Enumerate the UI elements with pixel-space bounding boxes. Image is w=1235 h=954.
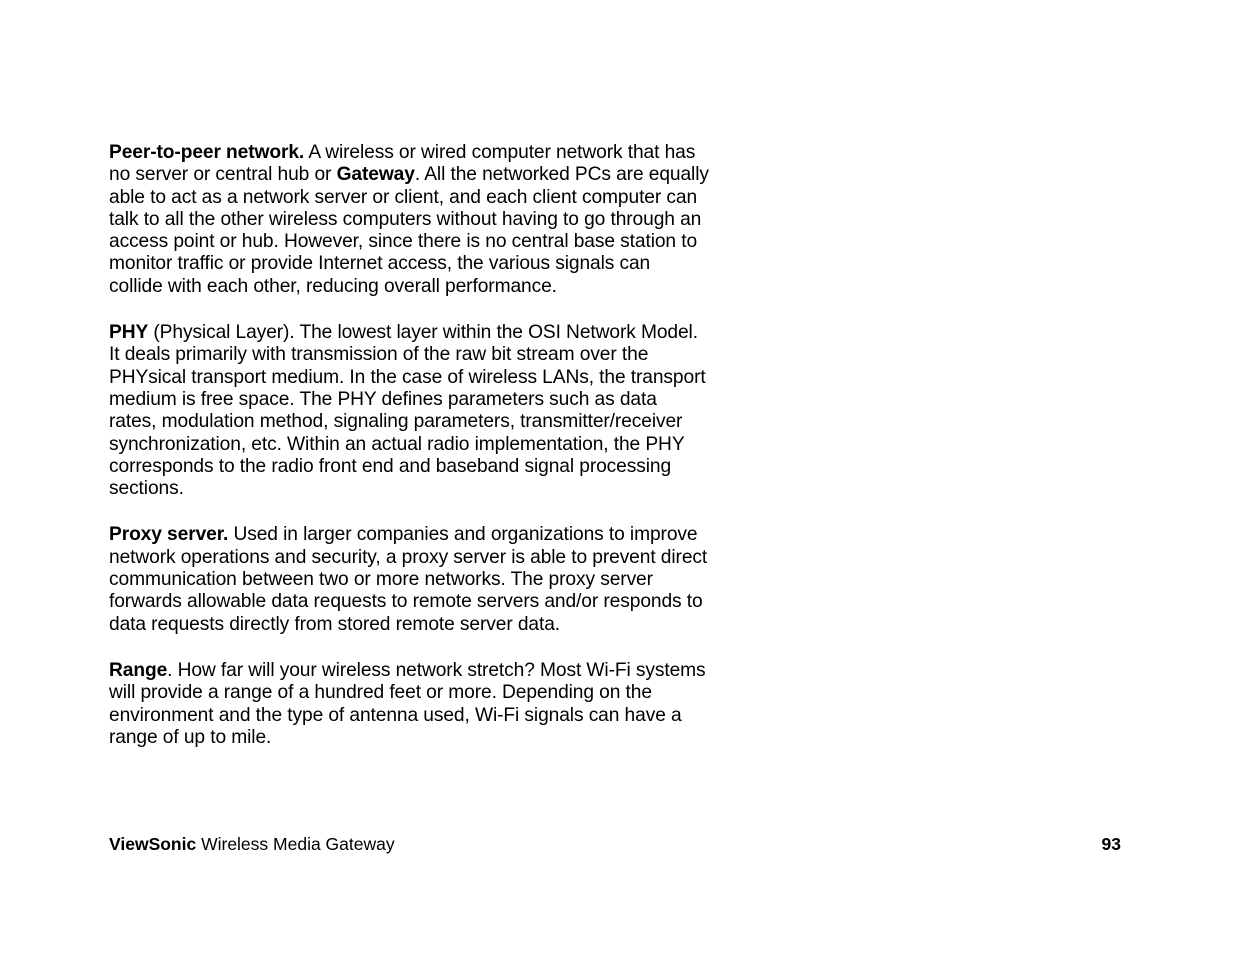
glossary-term: PHY [109, 322, 149, 344]
glossary-cross-reference: Gateway [336, 164, 415, 186]
glossary-definition: . All the networked PCs are equally able to act as a network server or client, and each client computer can talk to all the other wireless computers without having to go through an access point or hub. However, since there is no central base station to monitor traffic or provide Internet access, the various signals can collide with each other, reducing overall performance. [109, 164, 709, 297]
glossary-term: Range [109, 659, 168, 681]
glossary-content [109, 142, 709, 773]
page-footer [109, 833, 1121, 855]
footer-product: Wireless Media Gateway [196, 834, 395, 854]
glossary-definition: Used in larger companies and organizations to improve network operations and security, a proxy server is able to prevent direct communication between two or more networks. The proxy server forwards allowable data requests to remote servers and/or responds to data requests directly from stored remote server data. [109, 524, 708, 635]
glossary-term: Peer-to-peer network. [109, 142, 305, 163]
glossary-entry-range [109, 660, 709, 749]
glossary-definition: A wireless or wired computer network that has no server or central hub or [109, 142, 696, 186]
glossary-entry-peer-to-peer [109, 142, 709, 298]
page-number: 93 [1101, 834, 1121, 854]
glossary-definition: . How far will your wireless network stretch? Most Wi-Fi systems will provide a range of a hundred feet or more. Depending on the environment and the type of antenna used, Wi-Fi signals can have a range of up to mile. [109, 659, 706, 748]
glossary-definition: (Physical Layer). The lowest layer within the OSI Network Model. It deals primarily with transmission of the raw bit stream over the PHYsical transport medium. In the case of wireless LANs, the transport medium is free space. The PHY defines parameters such as data rates, modulation method, signaling parameters, transmitter/receiver synchronization, etc. Within an actual radio implementation, the PHY corresponds to the radio front end and baseband signal processing sections. [109, 322, 706, 500]
glossary-term: Proxy server. [109, 524, 229, 546]
footer-brand: ViewSonic [109, 834, 197, 854]
glossary-entry-proxy-server [109, 524, 709, 635]
glossary-entry-phy [109, 322, 709, 500]
